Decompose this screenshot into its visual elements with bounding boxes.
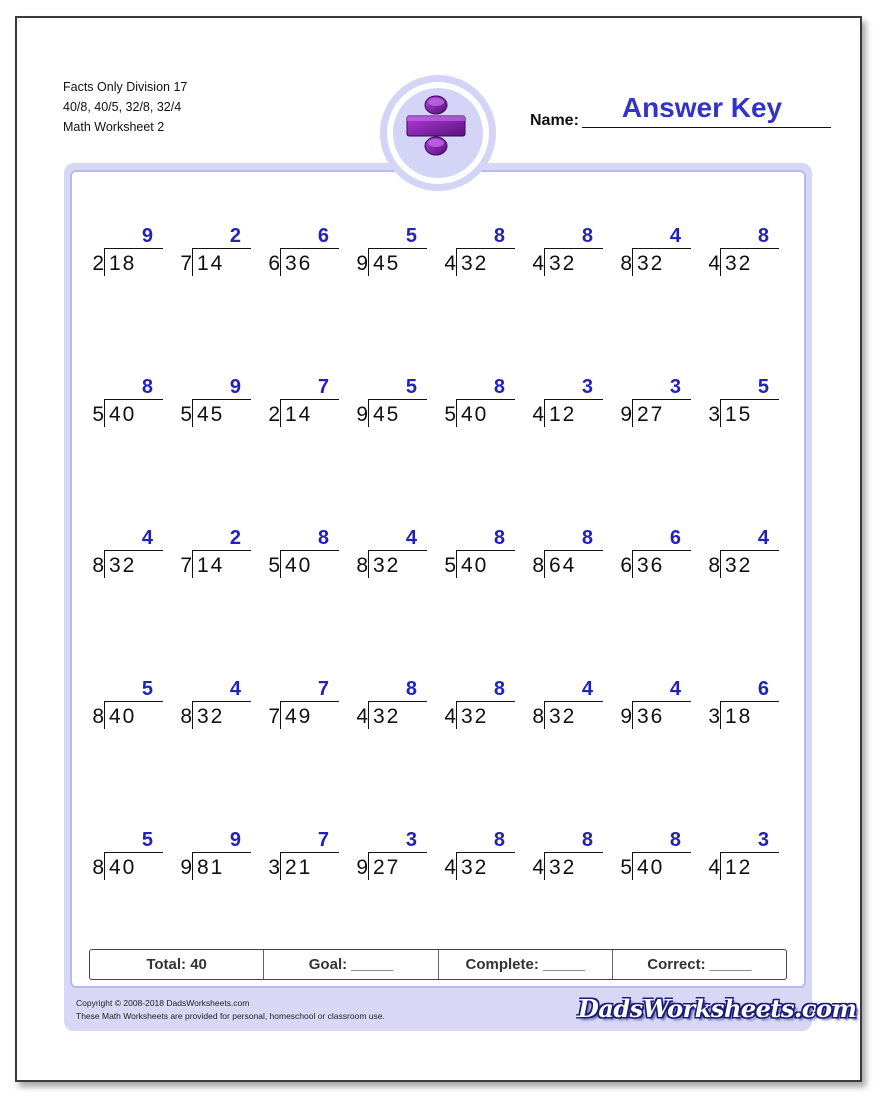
divisor: 9 <box>356 403 368 426</box>
dividend: 36 <box>637 554 665 577</box>
division-problem <box>528 527 608 587</box>
divisor: 4 <box>532 252 544 275</box>
divisor: 8 <box>92 856 104 879</box>
quotient-answer: 2 <box>229 527 241 549</box>
quotient-answer: 3 <box>405 829 417 851</box>
divisor: 9 <box>356 856 368 879</box>
dividend: 40 <box>637 856 665 879</box>
divisor: 4 <box>444 856 456 879</box>
dividend: 36 <box>637 705 665 728</box>
dividend: 15 <box>725 403 753 426</box>
quotient-answer: 8 <box>493 527 505 549</box>
division-problem <box>616 225 696 285</box>
division-problem <box>352 225 432 285</box>
dividend: 40 <box>109 705 137 728</box>
quotient-answer: 8 <box>581 829 593 851</box>
division-problem <box>176 527 256 587</box>
division-problem <box>264 678 344 738</box>
divisor: 7 <box>268 705 280 728</box>
dividend: 32 <box>373 705 401 728</box>
division-problem <box>616 829 696 889</box>
division-problem <box>704 376 784 436</box>
divisor: 5 <box>444 403 456 426</box>
divisor: 7 <box>180 252 192 275</box>
dividend: 14 <box>285 403 313 426</box>
divisor: 9 <box>620 705 632 728</box>
dividend: 27 <box>637 403 665 426</box>
division-problem <box>528 678 608 738</box>
quotient-answer: 3 <box>757 829 769 851</box>
quotient-answer: 5 <box>141 829 153 851</box>
dividend: 81 <box>197 856 225 879</box>
division-problem <box>704 829 784 889</box>
dividend: 40 <box>285 554 313 577</box>
dividend: 12 <box>549 403 577 426</box>
dividend: 40 <box>109 403 137 426</box>
dividend: 45 <box>197 403 225 426</box>
worksheet-meta <box>63 77 187 137</box>
division-problem <box>264 527 344 587</box>
copyright-notice <box>76 997 385 1023</box>
divisor: 6 <box>620 554 632 577</box>
divisor: 5 <box>180 403 192 426</box>
division-problem <box>264 225 344 285</box>
quotient-answer: 4 <box>405 527 417 549</box>
division-problem <box>88 678 168 738</box>
answer-key-label: Answer Key <box>621 92 783 123</box>
dividend: 32 <box>461 252 489 275</box>
divisor: 4 <box>444 705 456 728</box>
dividend: 32 <box>461 705 489 728</box>
quotient-answer: 8 <box>405 678 417 700</box>
quotient-answer: 8 <box>493 225 505 247</box>
division-problem <box>616 678 696 738</box>
worksheet-series: Math Worksheet 2 <box>63 120 165 134</box>
dividend: 40 <box>461 554 489 577</box>
dividend: 32 <box>549 856 577 879</box>
division-problem <box>88 829 168 889</box>
quotient-answer: 8 <box>581 527 593 549</box>
division-problem <box>88 376 168 436</box>
division-problem <box>704 225 784 285</box>
divisor: 7 <box>180 554 192 577</box>
division-problem <box>616 376 696 436</box>
division-problem <box>440 225 520 285</box>
quotient-answer: 8 <box>493 678 505 700</box>
division-sign-icon <box>398 88 478 178</box>
dividend: 18 <box>109 252 137 275</box>
quotient-answer: 8 <box>493 376 505 398</box>
division-problem <box>704 678 784 738</box>
quotient-answer: 7 <box>317 376 329 398</box>
quotient-answer: 9 <box>141 225 153 247</box>
divisor: 8 <box>620 252 632 275</box>
division-problem <box>352 829 432 889</box>
division-problem <box>528 829 608 889</box>
divisor: 4 <box>356 705 368 728</box>
quotient-answer: 8 <box>493 829 505 851</box>
dividend: 32 <box>197 705 225 728</box>
worksheet-subtitle: 40/8, 40/5, 32/8, 32/4 <box>63 100 182 114</box>
quotient-answer: 2 <box>229 225 241 247</box>
quotient-answer: 4 <box>757 527 769 549</box>
dividend: 32 <box>725 554 753 577</box>
name-label: Name: <box>530 112 579 129</box>
division-problem <box>176 678 256 738</box>
dividend: 18 <box>725 705 753 728</box>
division-problem <box>264 376 344 436</box>
division-problem <box>176 829 256 889</box>
quotient-answer: 6 <box>317 225 329 247</box>
division-problem <box>440 829 520 889</box>
division-problem <box>704 527 784 587</box>
score-table <box>89 949 787 980</box>
quotient-answer: 7 <box>317 829 329 851</box>
quotient-answer: 8 <box>757 225 769 247</box>
division-problem <box>616 527 696 587</box>
division-problem <box>440 678 520 738</box>
divisor: 4 <box>708 856 720 879</box>
divisor: 4 <box>532 403 544 426</box>
divisor: 8 <box>708 554 720 577</box>
divisor: 8 <box>356 554 368 577</box>
quotient-answer: 6 <box>669 527 681 549</box>
usage-line: These Math Worksheets are provided for personal, homeschool or classroom use. <box>76 1011 385 1021</box>
dividend: 36 <box>285 252 313 275</box>
division-problem <box>264 829 344 889</box>
division-problem <box>440 527 520 587</box>
copyright-line: Copyright © 2008-2018 DadsWorksheets.com <box>76 998 250 1008</box>
division-problem <box>88 527 168 587</box>
quotient-answer: 8 <box>669 829 681 851</box>
dividend: 32 <box>549 252 577 275</box>
dividend: 14 <box>197 554 225 577</box>
quotient-answer: 8 <box>581 225 593 247</box>
dividend: 12 <box>725 856 753 879</box>
dividend: 45 <box>373 252 401 275</box>
dividend: 32 <box>109 554 137 577</box>
dividend: 40 <box>461 403 489 426</box>
quotient-answer: 4 <box>669 678 681 700</box>
quotient-answer: 3 <box>581 376 593 398</box>
name-field-line[interactable] <box>582 127 831 128</box>
division-problem <box>176 376 256 436</box>
quotient-answer: 6 <box>757 678 769 700</box>
dividend: 27 <box>373 856 401 879</box>
dividend: 32 <box>637 252 665 275</box>
divisor: 9 <box>620 403 632 426</box>
divisor: 5 <box>268 554 280 577</box>
dividend: 64 <box>549 554 577 577</box>
quotient-answer: 7 <box>317 678 329 700</box>
quotient-answer: 8 <box>141 376 153 398</box>
dividend: 32 <box>461 856 489 879</box>
quotient-answer: 8 <box>317 527 329 549</box>
quotient-answer: 3 <box>669 376 681 398</box>
quotient-answer: 5 <box>405 225 417 247</box>
correct-cell: Correct: _____ <box>647 956 752 973</box>
divisor: 3 <box>708 705 720 728</box>
quotient-answer: 4 <box>669 225 681 247</box>
quotient-answer: 5 <box>757 376 769 398</box>
quotient-answer: 9 <box>229 829 241 851</box>
dividend: 32 <box>725 252 753 275</box>
division-problem <box>528 376 608 436</box>
worksheet-title: Facts Only Division 17 <box>63 80 188 94</box>
dividend: 32 <box>549 705 577 728</box>
dividend: 49 <box>285 705 313 728</box>
quotient-answer: 9 <box>229 376 241 398</box>
division-problem <box>528 225 608 285</box>
divisor: 3 <box>708 403 720 426</box>
divisor: 8 <box>92 705 104 728</box>
division-problem <box>352 678 432 738</box>
divisor: 5 <box>620 856 632 879</box>
dividend: 21 <box>285 856 313 879</box>
divisor: 3 <box>268 856 280 879</box>
divisor: 5 <box>444 554 456 577</box>
divisor: 8 <box>532 554 544 577</box>
divisor: 4 <box>532 856 544 879</box>
dividend: 32 <box>373 554 401 577</box>
total-cell: Total: 40 <box>90 950 264 979</box>
divisor: 4 <box>708 252 720 275</box>
divisor: 2 <box>268 403 280 426</box>
dividend: 40 <box>109 856 137 879</box>
division-problem <box>352 376 432 436</box>
complete-cell: Complete: _____ <box>439 950 613 979</box>
divisor: 2 <box>92 252 104 275</box>
dividend: 45 <box>373 403 401 426</box>
division-problem <box>352 527 432 587</box>
divisor: 4 <box>444 252 456 275</box>
division-problem <box>176 225 256 285</box>
quotient-answer: 4 <box>229 678 241 700</box>
divisor: 6 <box>268 252 280 275</box>
divisor: 9 <box>180 856 192 879</box>
divisor: 8 <box>92 554 104 577</box>
divisor: 8 <box>180 705 192 728</box>
division-problem <box>440 376 520 436</box>
divisor: 8 <box>532 705 544 728</box>
divisor: 9 <box>356 252 368 275</box>
dividend: 14 <box>197 252 225 275</box>
divisor: 5 <box>92 403 104 426</box>
brand-logo: DadsWorksheets.com <box>578 994 857 1023</box>
quotient-answer: 4 <box>581 678 593 700</box>
goal-cell: Goal: _____ <box>264 950 438 979</box>
quotient-answer: 5 <box>141 678 153 700</box>
quotient-answer: 4 <box>141 527 153 549</box>
division-problem <box>88 225 168 285</box>
quotient-answer: 5 <box>405 376 417 398</box>
